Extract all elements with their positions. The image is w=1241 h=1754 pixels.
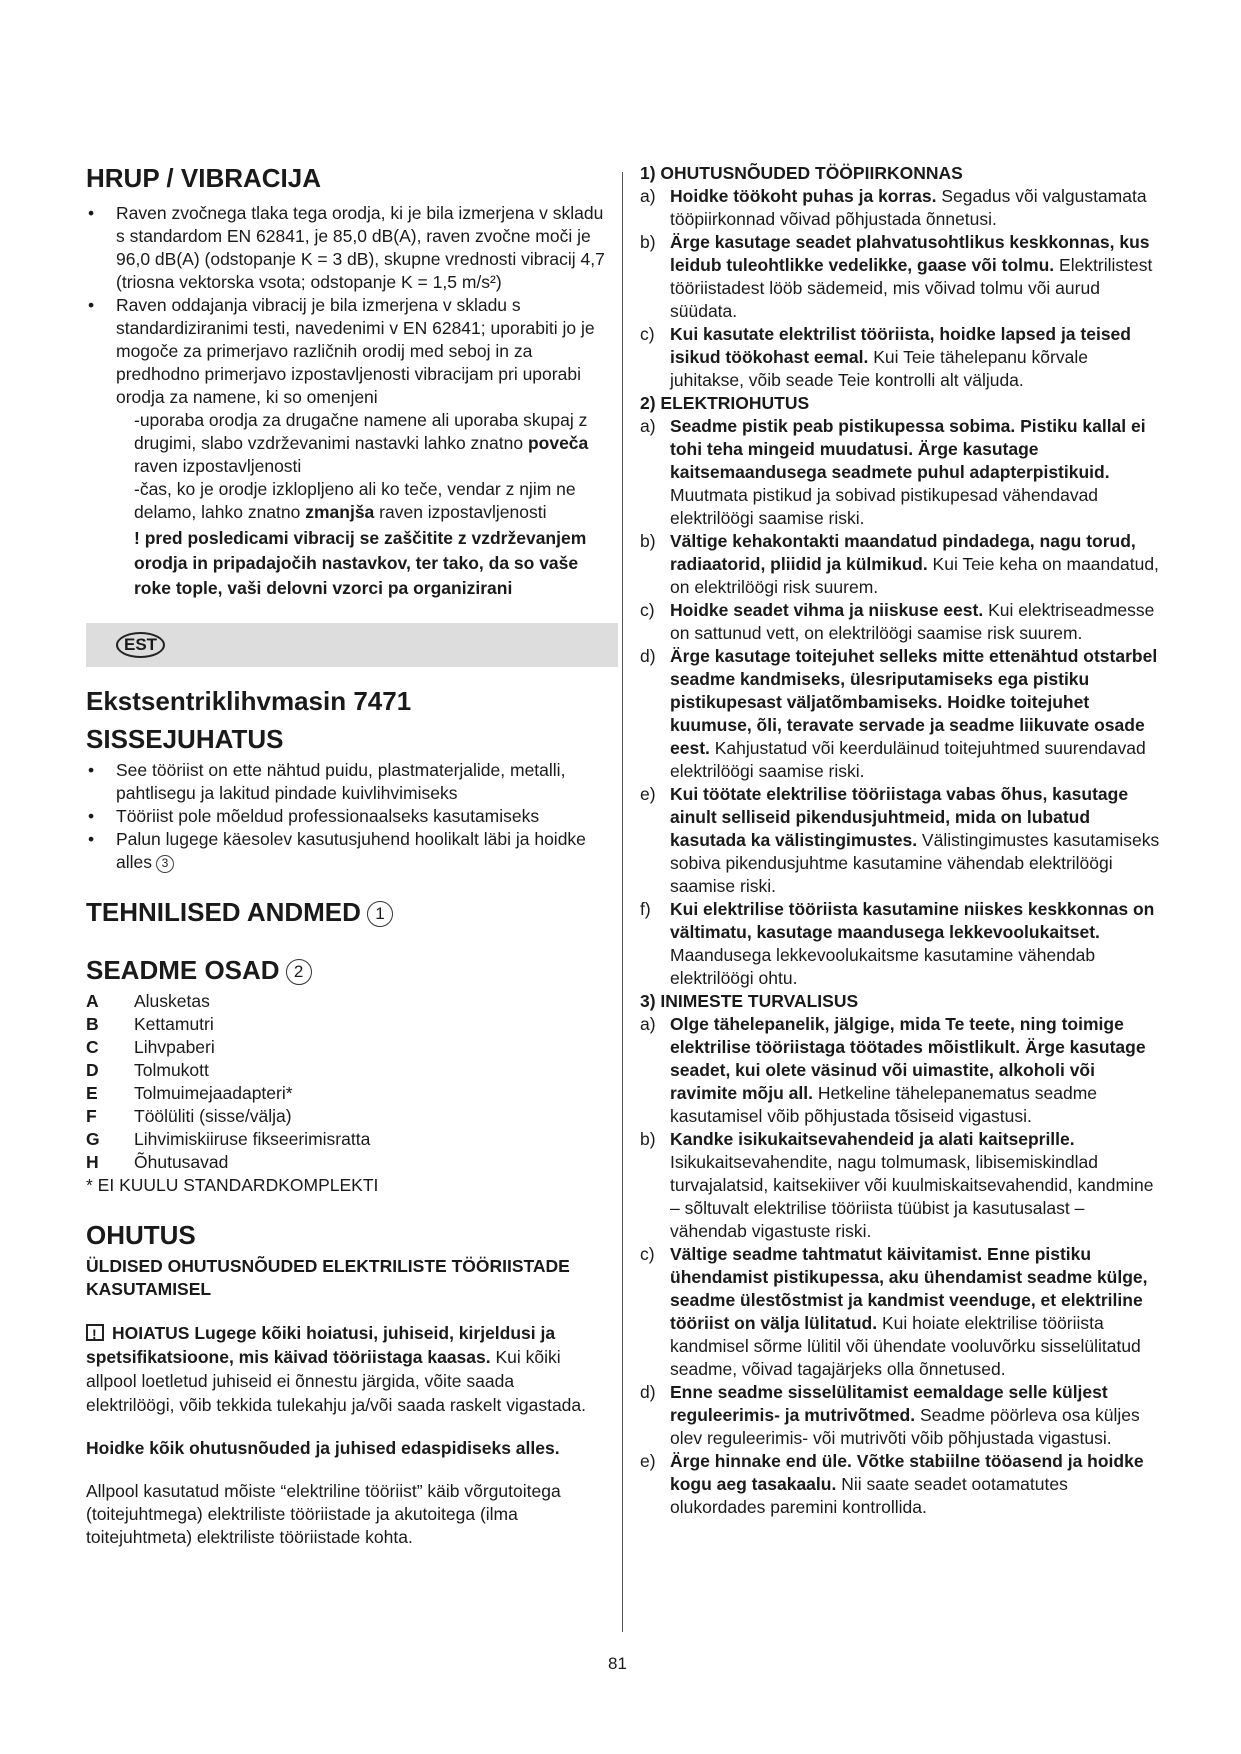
item-3e: e) Ärge hinnake end üle. Võtke stabiilne tööasend ja hoidke kogu aeg tasakaalu. Nii saate seadet ootamatutes olukordades paremini kontrollida. — [640, 1451, 1144, 1517]
language-badge: EST — [116, 632, 165, 658]
part-key: B — [86, 1014, 99, 1034]
part-value: Tolmuimejaadapteri* — [134, 1083, 293, 1103]
warning-paragraph: !HOIATUS Lugege kõiki hoiatusi, juhiseid, kirjeldusi ja spetsifikatsioone, mis käivad tööriistaga kaasas. Kui kõiki allpool loetletud juhiseid ei õnnestu järgida, võite saada elektrilöögi, võib tekkida tulekahju ja/või saada raskelt vigastada. — [86, 1321, 606, 1417]
item-2c: c) Hoidke seadet vihma ja niiskuse eest. Kui elektriseadmesse on sattunud vett, on elektrilöögi saamise risk suurem. — [640, 600, 1155, 643]
language-band — [86, 623, 618, 667]
item-2a: a) Seadme pistik peab pistikupessa sobima. Pistiku kallal ei tohi teha mingeid muudatusi. Ärge kasutage kaitsemaandusega seadmete puhul adapterpistikuid. Muutmata pistikud ja sobivad pistikupesad vähendavad elektrilöögi saamise riski. — [640, 416, 1146, 528]
intro-bullet-1: • See tööriist on ette nähtud puidu, plastmaterjalide, metalli, pahtlisegu ja lakitud pindade kuivlihvimiseks — [86, 759, 606, 805]
part-value: Lihvimiskiiruse fikseerimisratta — [134, 1129, 371, 1149]
part-key: H — [86, 1152, 99, 1172]
item-1a: a) Hoidke töökoht puhas ja korras. Segadus või valgustamata tööpiirkonnad võivad põhjustada õnnetusi. — [640, 186, 1147, 229]
part-value: Tolmukott — [134, 1060, 209, 1080]
tech-title: TEHNILISED ANDMED 1 — [86, 896, 606, 928]
product-title: Ekstsentriklihvmasin 7471 — [86, 686, 412, 716]
item-2d: d) Ärge kasutage toitejuhet selleks mitte ettenähtud otstarbel seadme kandmiseks, ülesriputamiseks ega pistiku pistikupesast väljatõmbamiseks. Hoidke toitejuhet kuumuse, õli, teravate servade ja seadme liikuvate osade eest. Kahjustatud või keerduläinud toitejuhtmed suurendavad elektrilöögi saamise riski. — [640, 646, 1158, 781]
parts-note: * EI KUULU STANDARDKOMPLEKTI — [86, 1175, 379, 1195]
item-3c: c) Vältige seadme tahtmatut käivitamist. Enne pistiku ühendamist pistikupessa, aku ühendamist seadme külge, seadme ülestõstmist ja kandmist veenduge, et elektriline tööriist on välja lülitatud. Kui hoiate elektrilise tööriista kandmisel sõrme lülitil või ühendate vooluvõrku sisselülitatud seadme, võivad tagajärjeks olla õnnetused. — [640, 1244, 1148, 1379]
part-key: C — [86, 1037, 99, 1057]
item-1c: c) Kui kasutate elektrilist tööriista, hoidke lapsed ja teised isikud töökohast eemal. Kui Teie tähelepanu kõrvale juhitakse, võib seade Teie kontrolli alt väljuda. — [640, 324, 1131, 390]
section-1-title: 1) OHUTUSNÕUDED TÖÖPIIRKONNAS — [640, 163, 963, 183]
hrup-bullet-2: • Raven oddajanja vibracij je bila izmerjena v skladu s standardiziranimi testi, navedenimi v EN 62841; uporabiti jo je mogoče za primerjavo različnih orodij med seboj in za predhodno primerjavo izpostavljenosti vibracijam pri uporabi orodja za namene, ki so omenjeni — [86, 294, 606, 409]
intro-title: SISSEJUHATUS — [86, 724, 284, 754]
figure-ref-1: 1 — [367, 901, 393, 927]
item-1b: b) Ärge kasutage seadet plahvatusohtlikus keskkonnas, kus leidub tuleohtlikke vedelikke, gaase või tolmu. Elektrilistest tööriistadest lööb sädemeid, mis võivad tolmu või aurud süüdata. — [640, 232, 1153, 321]
item-2b: b) Vältige kehakontakti maandatud pindadega, nagu torud, radiaatorid, pliidid ja külmikud. Kui Teie keha on maandatud, on elektrilöögi risk suurem. — [640, 531, 1159, 597]
item-2e: e) Kui töötate elektrilise tööriistaga vabas õhus, kasutage ainult selliseid pikendusjuhtmeid, mida on lubatud kasutada ka välistingimustes. Välistingimustes kasutamiseks sobiva pikendusjuhtme kasutamine vähendab elektrilöögi saamise riski. — [640, 784, 1160, 896]
keep-instructions: Hoidke kõik ohutusnõuded ja juhised edaspidiseks alles. — [86, 1438, 560, 1458]
hrup-title: HRUP / VIBRACIJA — [86, 163, 322, 193]
intro-bullet-3: • Palun lugege käesolev kasutusjuhend hoolikalt läbi ja hoidke alles 3 — [86, 828, 606, 874]
page-number: 81 — [608, 1654, 627, 1673]
intro-bullet-2: • Tööriist pole mõeldud professionaalseks kasutamiseks — [86, 805, 606, 828]
item-3d: d) Enne seadme sisselülitamist eemaldage selle küljest reguleerimis- ja mutrivõtmed. Seadme pöörleva osa küljes olev reguleerimis- või mutrivõti võib põhjustada vigastusi. — [640, 1382, 1140, 1448]
part-key: E — [86, 1083, 98, 1103]
item-3b: b) Kandke isikukaitsevahendeid ja alati kaitseprille. Isikukaitsevahendite, nagu tolmumask, libisemiskindlad turvajalatsid, kaitsekiiver või kuulmiskaitsevahendid, kandmine – sõltuvalt elektrilise tööriista tüübist ja kasutusalast – vähendab vigastuste riski. — [640, 1129, 1154, 1241]
term-definition: Allpool kasutatud mõiste “elektriline tööriist” käib võrgutoitega (toitejuhtmega) elektriliste tööriistade ja akutoitega (ilma toitejuhtmeta) elektriliste tööriistade kohta. — [86, 1481, 561, 1547]
part-value: Kettamutri — [134, 1014, 214, 1034]
part-value: Alusketas — [134, 991, 210, 1011]
part-key: F — [86, 1106, 97, 1126]
part-value: Lihvpaberi — [134, 1037, 215, 1057]
part-key: D — [86, 1060, 99, 1080]
parts-title: SEADME OSAD 2 — [86, 954, 606, 986]
safety-subtitle: ÜLDISED OHUTUSNÕUDED ELEKTRILISTE TÖÖRIISTADE KASUTAMISEL — [86, 1256, 570, 1299]
part-key: G — [86, 1129, 100, 1149]
item-2f: f) Kui elektrilise tööriista kasutamine niiskes keskkonnas on vältimatu, kasutage maandusega lekkevoolukaitset. Maandusega lekkevoolukaitsme kasutamine vähendab elektrilöögi ohtu. — [640, 899, 1155, 988]
part-key: A — [86, 991, 99, 1011]
safety-title: OHUTUS — [86, 1220, 196, 1250]
parts-list — [86, 990, 606, 1174]
part-value: Õhutusavad — [134, 1152, 229, 1172]
figure-ref-3: 3 — [156, 855, 174, 873]
part-value: Töölüliti (sisse/välja) — [134, 1106, 292, 1126]
section-2-title: 2) ELEKTRIOHUTUS — [640, 393, 810, 413]
hrup-sub-1: -uporaba orodja za drugačne namene ali uporaba skupaj z drugimi, slabo vzdrževanimi nastavki lahko znatno poveča raven izpostavljenosti — [134, 410, 589, 476]
item-3a: a) Olge tähelepanelik, jälgige, mida Te teete, ning toimige elektrilise tööriistaga töötades mõistlikult. Ärge kasutage seadet, kui olete väsinud või uimastite, alkoholi või ravimite mõju all. Hetkeline tähelepanematus seadme kasutamisel võib põhjustada tõsiseid vigastusi. — [640, 1014, 1146, 1126]
left-column — [86, 162, 606, 1549]
hrup-warning: ! pred posledicami vibracij se zaščitite z vzdrževanjem orodja in pripadajočih nastavkov, ter tako, da so vaše roke tople, vaši delovni vzorci pa organizirani — [134, 528, 587, 598]
column-divider — [622, 172, 623, 1632]
figure-ref-2: 2 — [286, 959, 312, 985]
hrup-sub-2: -čas, ko je orodje izklopljeno ali ko teče, vendar z njim ne delamo, lahko znatno zmanjša raven izpostavljenosti — [134, 479, 576, 522]
section-3-title: 3) INIMESTE TURVALISUS — [640, 991, 859, 1011]
hrup-bullet-1: • Raven zvočnega tlaka tega orodja, ki je bila izmerjena v skladu s standardom EN 62841, je 85,0 dB(A), raven zvočne moči je 96,0 dB(A) (odstopanje K = 3 dB), skupne vrednosti vibracij 4,7 (triosna vektorska vsota; odstopanje K = 1,5 m/s²) — [86, 202, 606, 294]
right-column — [640, 162, 1165, 1519]
warning-icon — [86, 1324, 104, 1341]
